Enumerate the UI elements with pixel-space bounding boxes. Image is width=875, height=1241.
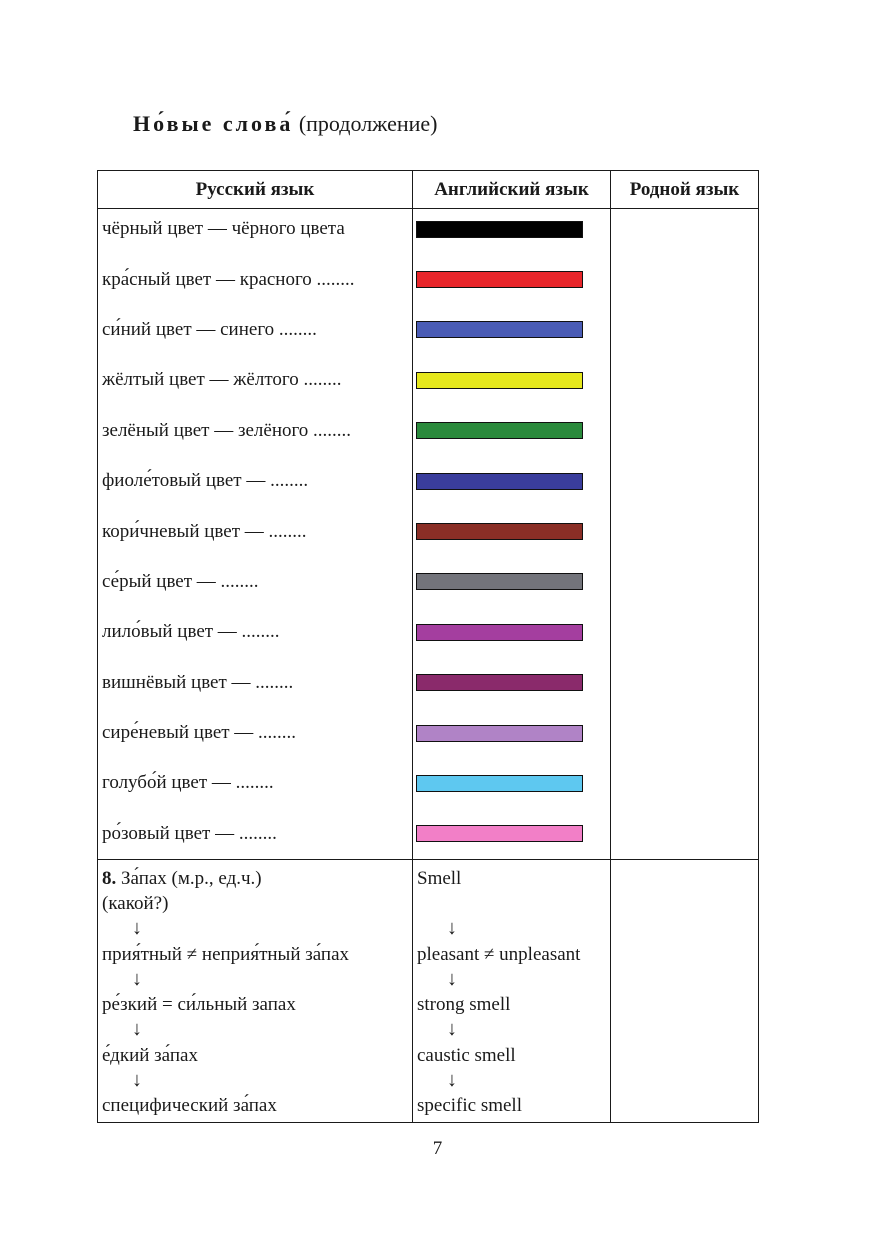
table-header-row — [98, 171, 759, 209]
smell-russian-cell — [98, 860, 413, 1123]
down-arrow-icon: ↓ — [132, 967, 142, 990]
color-swatch — [416, 422, 583, 439]
color-swatch-row — [413, 406, 610, 456]
color-swatch — [416, 372, 583, 389]
color-word: си́ний цвет — синего ........ — [102, 318, 317, 340]
colors-row — [98, 209, 759, 860]
vocabulary-table — [97, 170, 759, 1123]
color-word: вишнёвый цвет — ........ — [102, 671, 294, 693]
color-swatch-row — [413, 506, 610, 556]
down-arrow-icon: ↓ — [132, 917, 142, 940]
header-native: Родной язык — [611, 171, 759, 209]
smell-en-spacer — [417, 891, 610, 916]
smell-ru-pair: ре́зкий = си́льный запах — [102, 994, 296, 1016]
smell-ru-pair: специфический за́пах — [102, 1095, 277, 1117]
page-heading — [133, 110, 438, 138]
color-swatch-row — [413, 254, 610, 304]
color-swatch — [416, 321, 583, 338]
color-word: ро́зовый цвет — ........ — [102, 822, 277, 844]
color-swatch — [416, 775, 583, 792]
color-word: чёрный цвет — чёрного цвета — [102, 218, 345, 240]
color-swatch-list — [413, 204, 610, 859]
down-arrow-icon: ↓ — [447, 967, 457, 990]
color-swatch-row — [413, 809, 610, 859]
color-swatch — [416, 473, 583, 490]
color-swatch — [416, 523, 583, 540]
colors-russian-cell — [98, 209, 413, 860]
smell-en-pair: strong smell — [417, 994, 511, 1016]
page-number: 7 — [432, 1138, 443, 1159]
color-swatch — [416, 271, 583, 288]
down-arrow-icon: ↓ — [132, 1018, 142, 1041]
smell-ru-pair: е́дкий за́пах — [102, 1044, 198, 1066]
smell-ru-pair: прия́тный ≠ неприя́тный за́пах — [102, 943, 350, 965]
color-word: зелёный цвет — зелёного ........ — [102, 419, 352, 441]
color-swatch — [416, 573, 583, 590]
down-arrow-icon: ↓ — [447, 1018, 457, 1041]
color-swatch-row — [413, 355, 610, 405]
color-swatch-row — [413, 758, 610, 808]
color-swatch — [416, 725, 583, 742]
color-word-list — [98, 204, 412, 859]
down-arrow-icon: ↓ — [132, 1068, 142, 1091]
smell-title-line — [102, 866, 412, 891]
color-word: кра́сный цвет — красного ........ — [102, 268, 355, 290]
smell-native-cell — [611, 860, 759, 1123]
colors-swatch-cell — [413, 209, 611, 860]
color-swatch-row — [413, 708, 610, 758]
down-arrow-icon: ↓ — [447, 917, 457, 940]
color-swatch-row — [413, 607, 610, 657]
colors-native-cell — [611, 209, 759, 860]
smell-en-pair: specific smell — [417, 1095, 522, 1117]
color-word: сире́невый цвет — ........ — [102, 722, 297, 744]
header-english: Английский язык — [413, 171, 611, 209]
header-russian: Русский язык — [98, 171, 413, 209]
item-number: 8. — [102, 868, 117, 890]
smell-en-pair: pleasant ≠ unpleasant — [417, 943, 581, 965]
color-word: се́рый цвет — ........ — [102, 570, 259, 592]
color-word: фиоле́товый цвет — ........ — [102, 470, 309, 492]
smell-english-cell — [413, 860, 611, 1123]
smell-en-pair: caustic smell — [417, 1044, 516, 1066]
heading-title: Но́вые слова́ — [133, 111, 294, 136]
heading-subtitle: (продолжение) — [298, 111, 438, 136]
smell-en-title: Smell — [417, 868, 462, 890]
smell-row — [98, 860, 759, 1123]
color-swatch-row — [413, 658, 610, 708]
color-swatch — [416, 221, 583, 238]
color-word: кори́чневый цвет — ........ — [102, 520, 307, 542]
down-arrow-icon: ↓ — [447, 1068, 457, 1091]
smell-question: (какой?) — [102, 893, 169, 915]
color-swatch-row — [413, 305, 610, 355]
color-swatch — [416, 825, 583, 842]
color-word: голубо́й цвет — ........ — [102, 772, 274, 794]
color-swatch-row — [413, 557, 610, 607]
color-swatch-row — [413, 204, 610, 254]
color-swatch-row — [413, 456, 610, 506]
color-word: жёлтый цвет — жёлтого ........ — [102, 369, 342, 391]
color-word: лило́вый цвет — ........ — [102, 621, 280, 643]
color-swatch — [416, 674, 583, 691]
color-swatch — [416, 624, 583, 641]
smell-ru-title: За́пах (м.р., ед.ч.) — [121, 868, 262, 890]
